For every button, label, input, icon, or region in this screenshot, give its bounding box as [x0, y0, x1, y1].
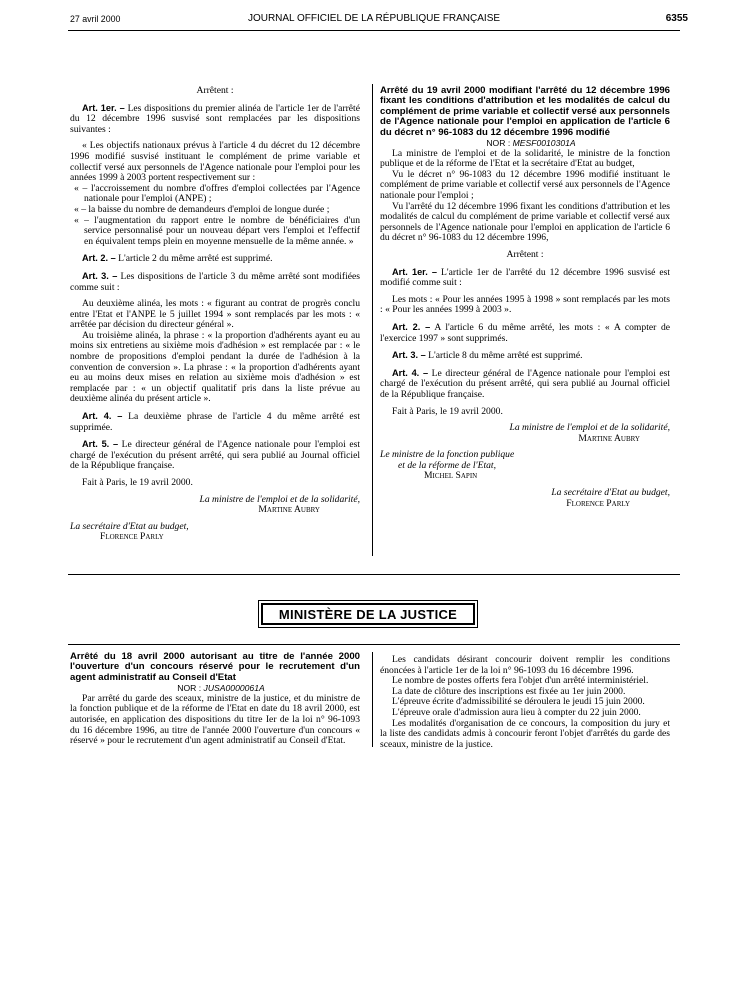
fait-a-paris: Fait à Paris, le 19 avril 2000.	[82, 477, 193, 488]
column-divider-top	[372, 84, 373, 556]
signatory-name: Florence Parly	[566, 497, 630, 509]
article-1: Art. 1er. – L'article 1er de l'arrêté du 12 décembre 1996 susvisé est modifié comme suit :	[380, 266, 670, 289]
preamble: La ministre de l'emploi et de la solidarité, le ministre de la fonction publique et de la réforme de l'Etat et la secrétaire d'Etat au budget,	[380, 147, 670, 170]
article-3-paragraph: Au deuxième alinéa, les mots : « figurant au contrat de progrès conclu entre l'Etat et l'ANPE le 5 juillet 1994 » sont remplacés par les mots : « arrêtée par décision du directeur général ».	[70, 298, 360, 331]
article-4: Art. 4. – La deuxième phrase de l'article 4 du même arrêté est supprimée.	[70, 411, 360, 433]
body-paragraph: L'épreuve écrite d'admissibilité se déroulera le jeudi 15 juin 2000.	[392, 696, 645, 708]
body-paragraph: Les candidats désirant concourir doivent remplir les conditions énoncées à l'article 1er de la loi n° 96-1093 du 16 décembre 1996.	[380, 654, 670, 676]
preamble: Vu l'arrêté du 12 décembre 1996 fixant les conditions d'attribution et les modalités de calcul du complément de prime variable et collectif versé aux personnels de l'Agence nationale pour l'emploi en application de l'article 6 du décret n° 96-1083 du 12 décembre 1996,	[380, 200, 670, 244]
header-title: JOURNAL OFFICIEL DE LA RÉPUBLIQUE FRANÇAISE	[247, 13, 501, 24]
signatory-title: La ministre de l'emploi et de la solidarité,	[199, 493, 360, 505]
right-column-bottom	[380, 655, 670, 750]
article-3-paragraph: Au troisième alinéa, la phrase : « la proportion d'adhérents ayant eu au moins six entretiens au sixième mois d'adhésion » est remplacée par : « le nombre de propositions d'emploi pendant la durée de l'adhésion à la convention de conversion ». La phrase : « la proportion d'adhérents ayant eu au moins deux mises en relation au sixième mois d'adhésion » est remplacée par : « un objectif qualitatif pris dans la liste prévue au deuxième alinéa du présent article ».	[70, 329, 360, 405]
body-paragraph: Le nombre de postes offerts fera l'objet d'un arrêté interministériel.	[392, 675, 649, 687]
fait-a-paris: Fait à Paris, le 19 avril 2000.	[392, 405, 503, 417]
column-divider-bottom	[372, 652, 373, 747]
header-rule	[68, 30, 680, 31]
left-column-bottom	[70, 652, 360, 747]
signatory-name: Martine Aubry	[258, 504, 320, 516]
article-3: Art. 3. – L'article 8 du même arrêté est supprimé.	[392, 350, 583, 362]
signatory-title: La secrétaire d'Etat au budget,	[70, 520, 189, 532]
signatory-title: La ministre de l'emploi et de la solidarité,	[509, 422, 670, 434]
arretent-heading: Arrêtent :	[506, 248, 544, 260]
article-1: Art. 1er. – Les dispositions du premier alinéa de l'article 1er de l'arrêté du 12 décembre 1996 susvisé sont remplacées par les dispositions suivantes :	[70, 102, 360, 135]
body-paragraph: La date de clôture des inscriptions est fixée au 1er juin 2000.	[392, 685, 626, 697]
decree-title: Arrêté du 19 avril 2000 modifiant l'arrêté du 12 décembre 1996 fixant les conditions d'attribution et les modalités de calcul du complément de prime variable et collectif versé aux personnels de l'Agence nationale pour l'emploi en application de l'article 6 du décret n° 96-1083 du 12 décembre 1996 modifié	[380, 85, 670, 138]
signatory-title: La secrétaire d'Etat au budget,	[551, 487, 670, 499]
body-paragraph: Les modalités d'organisation de ce concours, la composition du jury et la liste des candidats admis à concourir feront l'objet d'arrêtés du garde des sceaux, ministre de la justice.	[380, 717, 670, 750]
signatory-name: Florence Parly	[100, 531, 164, 543]
quote-intro: « Les objectifs nationaux prévus à l'article 4 du décret du 12 décembre 1996 modifié susvisé instituant le complément de prime variable et collectif versé aux personnels de l'Agence nationale pour l'emploi pour les années 1999 à 2003 portent respectivement sur :	[70, 140, 360, 184]
signatory-name: Michel Sapin	[424, 470, 478, 482]
bullet-item: « – l'accroissement du nombre d'offres d'emploi collectées par l'Agence nationale pour l'emploi (ANPE) ;	[74, 182, 360, 205]
nor-reference: NOR : JUSA0000061A	[177, 683, 265, 694]
section-rule	[68, 644, 680, 645]
body-paragraph: L'épreuve orale d'admission aura lieu à compter du 22 juin 2000.	[392, 706, 641, 718]
arretent-heading: Arrêtent :	[196, 85, 234, 96]
preamble: Vu le décret n° 96-1083 du 12 décembre 1996 modifié instituant le complément de prime variable et collectif versé aux personnels de l'Agence nationale pour l'emploi ;	[380, 168, 670, 201]
article-1-paragraph: Les mots : « Pour les années 1995 à 1998 » sont remplacés par les mots : « Pour les années 1999 à 2003 ».	[380, 293, 670, 316]
section-rule	[68, 574, 680, 575]
bullet-item: « – la baisse du nombre de demandeurs d'emploi de longue durée ;	[74, 203, 330, 215]
decree-title: Arrêté du 18 avril 2000 autorisant au titre de l'année 2000 l'ouverture d'un concours réservé pour le recrutement d'un agent administratif au Conseil d'Etat	[70, 651, 360, 683]
bullet-item: « – l'augmentation du rapport entre le nombre de bénéficiaires d'un service personnalisé pour un nouveau départ vers l'emploi et l'effectif en équivalent temps plein en moyenne mensuelle de la même année. »	[74, 214, 360, 247]
article-2: Art. 2. – A l'article 6 du même arrêté, les mots : « A compter de l'exercice 1997 » sont supprimés.	[380, 321, 671, 344]
article-3: Art. 3. – Les dispositions de l'article 3 du même arrêté sont modifiées comme suit :	[70, 270, 361, 293]
article-2: Art. 2. – L'article 2 du même arrêté est supprimé.	[82, 253, 273, 265]
header-date: 27 avril 2000	[70, 14, 121, 24]
article-4: Art. 4. – Le directeur général de l'Agence nationale pour l'emploi est chargé de l'exécution du présent arrêté, qui sera publié au Journal officiel de la République française.	[380, 367, 670, 400]
ministry-heading: MINISTÈRE DE LA JUSTICE	[261, 603, 475, 625]
ministry-heading-box	[258, 600, 478, 628]
nor-reference: NOR : MESF0010301A	[486, 138, 576, 149]
signatory-title: Le ministre de la fonction publique	[380, 449, 515, 461]
page-number: 6355	[665, 13, 688, 24]
article-5: Art. 5. – Le directeur général de l'Agence nationale pour l'emploi est chargé de l'exécution du présent arrêté, qui sera publié au Journal officiel de la République française.	[70, 439, 360, 472]
left-column-top	[70, 86, 360, 543]
right-column-top	[380, 86, 670, 509]
signatory-name: Martine Aubry	[578, 432, 640, 444]
signatory-title: et de la réforme de l'Etat,	[398, 459, 496, 471]
body-paragraph: Par arrêté du garde des sceaux, ministre de la justice, et du ministre de la fonction publique et de la réforme de l'Etat en date du 18 avril 2000, est autorisée, en application des dispositions du titre Ier de la loi n° 96-1093 du 16 décembre 1996, au titre de l'année 2000 l'ouverture d'un concours « réservé » pour le recrutement d'un agent administratif au Conseil d'Etat.	[70, 692, 360, 747]
running-header	[0, 12, 748, 30]
